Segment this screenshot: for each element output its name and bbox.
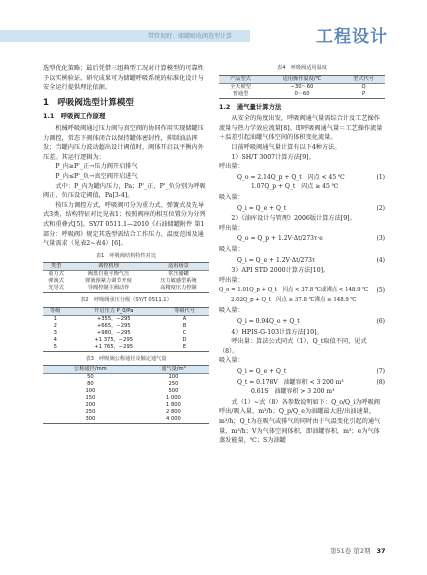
- equation-line: 1.07Q_p + Q_t 闪点 ≥ 45 ℃: [251, 183, 339, 191]
- table-row: [43, 315, 209, 323]
- table-cell: +980，−295: [96, 329, 131, 336]
- equation-2: P_内≤P'_负→真空阀开启进气: [55, 172, 138, 180]
- equation-line: Q_o = Q_p + 1.2V·Δt/273τ·e: [237, 235, 323, 243]
- method-1: 1）SH/T 3007计算方法[9]。: [231, 153, 315, 161]
- method-2: 2）《油库设计与管理》2006版计算方法[9]。: [231, 215, 356, 223]
- table-cell: P: [342, 91, 385, 99]
- table-3-caption: 表3 呼吸阀公称通径及额定通气量: [85, 355, 167, 362]
- table-cell: −30～60: [290, 83, 314, 90]
- issue-label: 第51卷 第2期: [330, 547, 371, 555]
- equation-line: Q_i = 0.94Q_e + Q_t: [237, 318, 300, 326]
- equation-line: 2.02Q_p + Q_t 闪点 ≥ 37.8 ℃沸点 ≥ 148.9 ℃: [231, 296, 357, 303]
- table-cell: 阀盘自重平衡气压: [87, 271, 130, 278]
- table-cell: 弹簧预紧力调节开度: [85, 278, 132, 285]
- table-header: 调控机理: [69, 263, 148, 271]
- table-cell: 4 000: [138, 416, 209, 424]
- table-cell: +1 765，−295: [67, 344, 160, 352]
- equation-number: (1): [376, 173, 385, 181]
- table-cell: 300: [43, 416, 138, 424]
- method-4: 4）HPIS-G-103计算方法[10]。: [231, 328, 323, 336]
- label-exhale: 呼出量：: [219, 224, 244, 232]
- table-cell: 3: [53, 329, 57, 336]
- equation-number: (6): [376, 318, 385, 326]
- table-row: [43, 285, 209, 293]
- table-row: [43, 388, 209, 395]
- equation-1: [219, 173, 385, 192]
- equation-2: [219, 204, 385, 214]
- table-header: 型式代号: [342, 75, 385, 83]
- table-row: [43, 344, 209, 352]
- table-2: [43, 307, 209, 352]
- equation-1: P_内≥P'_正→压力阀开启排气: [55, 163, 138, 171]
- table-cell: 1 000: [166, 395, 181, 402]
- table-cell: 150: [85, 395, 96, 402]
- table-header: 类型: [43, 263, 69, 271]
- heading-1-2: 1.2 通气量计算方法: [219, 102, 282, 111]
- equation-4: [219, 256, 385, 266]
- table-2-caption: 表2 呼吸阀承压分级（SY/T 0511.1）: [80, 297, 172, 304]
- table-row: [43, 330, 209, 337]
- equation-number: (3): [376, 235, 385, 243]
- table-cell: D: [182, 336, 187, 343]
- equation-number: (8): [376, 378, 385, 386]
- right-column: [219, 64, 385, 446]
- label-inhale: 吸入量：: [219, 193, 244, 201]
- table-4-caption: 表4 呼吸阀适用温度: [277, 65, 327, 71]
- table-row: [43, 409, 209, 416]
- equation-line: Q_i = Q_e + Q_t: [237, 368, 287, 376]
- table-cell: 0～60: [262, 91, 342, 99]
- table-3: [43, 365, 209, 424]
- table-cell: 先导式: [43, 285, 69, 293]
- paragraph: 按压力调控方式，呼吸阀可分为重力式、弹簧式及先导式3类，结构特征对比见表1；按照阀座的相互位置分为分列式和重叠式[5]。SY/T 0511.1—2010《石油储罐附件 第1部分：呼吸阀》规定其选型需结合工作压力、温度范围及通气量需求（见表2~表4）[6]。: [43, 201, 206, 248]
- page-number: 37: [376, 547, 386, 555]
- table-cell: 常压储罐: [168, 271, 189, 278]
- paragraph: 机械呼吸阀通过压力阀与真空阀的协同作用实现储罐压力调控，常态下阀体闭合以保持罐体密封性，抑制油品挥发；当罐内压力波动超出设计阈值时，阀体开启以平衡内外压差。其运行逻辑为：: [43, 124, 204, 161]
- table-cell: 250: [85, 409, 96, 416]
- equation-line: Q_o = 2.14Q_p + Q_t 闪点 < 45 ℃: [237, 173, 345, 181]
- heading-1-1: 1.1 呼吸阀工作原理: [43, 112, 106, 121]
- table-row: [43, 374, 209, 382]
- table-1: [43, 262, 209, 293]
- table-cell: 高精度压力控制: [148, 285, 209, 293]
- method-3: 3）API STD 2000计算方法[10]。: [231, 267, 330, 275]
- equation-6: [219, 317, 385, 327]
- equation-number: (7): [376, 368, 385, 376]
- table-row: [43, 337, 209, 344]
- equation-line: Q_i = Q_e + 1.2V·Δt/273τ: [237, 256, 316, 264]
- table-header: 公称通径/mm: [43, 366, 138, 374]
- table-cell: C: [182, 329, 187, 336]
- equation-line: 0.61S 油罐容积 > 3 200 m³: [251, 388, 335, 396]
- page-footer: [330, 546, 386, 555]
- table-cell: +1 375，−295: [94, 336, 134, 343]
- equation-line: Q_i = Q_e + Q_t: [237, 204, 287, 212]
- table-cell: 100: [168, 374, 179, 381]
- label-exhale: 呼出量：: [219, 276, 244, 284]
- table-cell: 全天候型: [230, 83, 251, 90]
- table-cell: 500: [168, 388, 179, 395]
- table-row: [43, 416, 209, 424]
- running-header: 带管视野：储罐吸收阀选型计算: [148, 33, 233, 40]
- table-cell: 100: [85, 388, 96, 395]
- table-row: [43, 402, 209, 409]
- table-cell: 200: [85, 402, 96, 409]
- equation-number: (4): [376, 256, 385, 264]
- paragraph: 式中：P_内为罐内压力，Pa；P'_正、P'_负分别为呼吸阀正、负压设定阈值，Pa[3-4]。: [43, 182, 206, 200]
- table-cell: 50: [87, 374, 94, 381]
- table-header: 等级: [43, 307, 67, 315]
- table-header: 通气量/m³: [138, 366, 209, 374]
- paragraph: 目前呼吸阀通气量计算有以下4种方法。: [231, 143, 341, 151]
- label-inhale: 吸入量：: [219, 245, 244, 253]
- paragraph: 式（1）~式（8）各参数说明如下：Q_o/Q_i为呼吸阀呼出/吸入量，m³/h；Q_p/Q_e为油罐最大进/出油速量，m³/h；Q_t为在吸气或排气的同时由于气温变化引起的通气量，m³/h；V为气体空间体积，即油罐容积，m³；e为气体蒸发能量，℃；S为油罐: [219, 398, 381, 445]
- equation-line: Q_o = 1.01Q_p + Q_t 闪点 < 37.8 ℃或沸点 < 148.9 ℃: [219, 287, 369, 294]
- table-4: [219, 75, 385, 99]
- table-row: [219, 83, 385, 91]
- table-cell: 压力敏感型系统: [160, 278, 197, 285]
- label-inhale: 吸入量：: [219, 307, 244, 315]
- equation-8: [219, 378, 385, 397]
- table-cell: 5: [43, 344, 67, 352]
- table-cell: B: [182, 322, 187, 329]
- table-header: 等级代号: [160, 307, 209, 315]
- equation-number: (5): [376, 287, 385, 295]
- heading-1: 1 呼吸阀选型计算模型: [43, 97, 134, 108]
- equation-number: (2): [376, 204, 385, 212]
- table-1-caption: 表1 呼吸阀结构特性对比: [95, 252, 157, 259]
- table-cell: 1: [53, 315, 57, 322]
- table-cell: 1 800: [166, 402, 181, 409]
- table-cell: 250: [168, 381, 179, 388]
- table-cell: 普通型: [219, 91, 262, 99]
- section-title: 工程设计: [316, 27, 388, 47]
- table-cell: +665，−295: [96, 322, 131, 329]
- table-cell: 重力式: [48, 271, 64, 278]
- table-cell: 2: [53, 322, 57, 329]
- left-column: [43, 64, 209, 424]
- equation-3: [219, 234, 385, 244]
- equation-line: Q_t = 0.178V 油罐容积 < 3 200 m³: [237, 378, 344, 386]
- table-cell: A: [182, 315, 187, 322]
- label-inhale: 吸入量：: [219, 357, 244, 365]
- table-cell: 弹簧式: [48, 278, 64, 285]
- label-exhale: 呼出量：: [219, 163, 244, 171]
- table-row: [219, 91, 385, 99]
- table-header: 适用场景: [148, 263, 209, 271]
- equation-7: [219, 367, 385, 377]
- table-row: [43, 381, 209, 388]
- table-cell: Q: [361, 83, 366, 90]
- table-row: [43, 323, 209, 330]
- table-cell: +355，−295: [96, 315, 131, 322]
- paragraph: 呼出量：算法公式同式（1），Q_t取值不同，见式（8）。: [219, 338, 367, 355]
- table-header: 产品型式: [219, 75, 262, 83]
- table-cell: 4: [53, 336, 57, 343]
- table-row: [43, 395, 209, 402]
- table-cell: 导阀控制主阀动作: [69, 285, 148, 293]
- table-header: 适用操作温度/℃: [262, 75, 342, 83]
- table-header: 开启压力 P_0/Pa: [67, 307, 160, 315]
- table-cell: 80: [87, 381, 94, 388]
- intro-paragraph: 选型优化策略；最后凭借三组典型工况对计算模型的可靠性予以实例验证。研究成果可为储罐呼吸系统的标准化设计与安全运行提供理论依据。: [43, 65, 204, 92]
- table-cell: E: [160, 344, 209, 352]
- table-cell: 2 800: [166, 409, 181, 416]
- equation-5: [219, 286, 385, 305]
- paragraph: 从安全的角度出发，呼吸阀通气量需综合计及工艺操作流量与热力学效应流量[8]。即呼吸阀通气量＝工艺操作流量＋温差引起油罐气体空间的体积变化流量。: [219, 115, 383, 142]
